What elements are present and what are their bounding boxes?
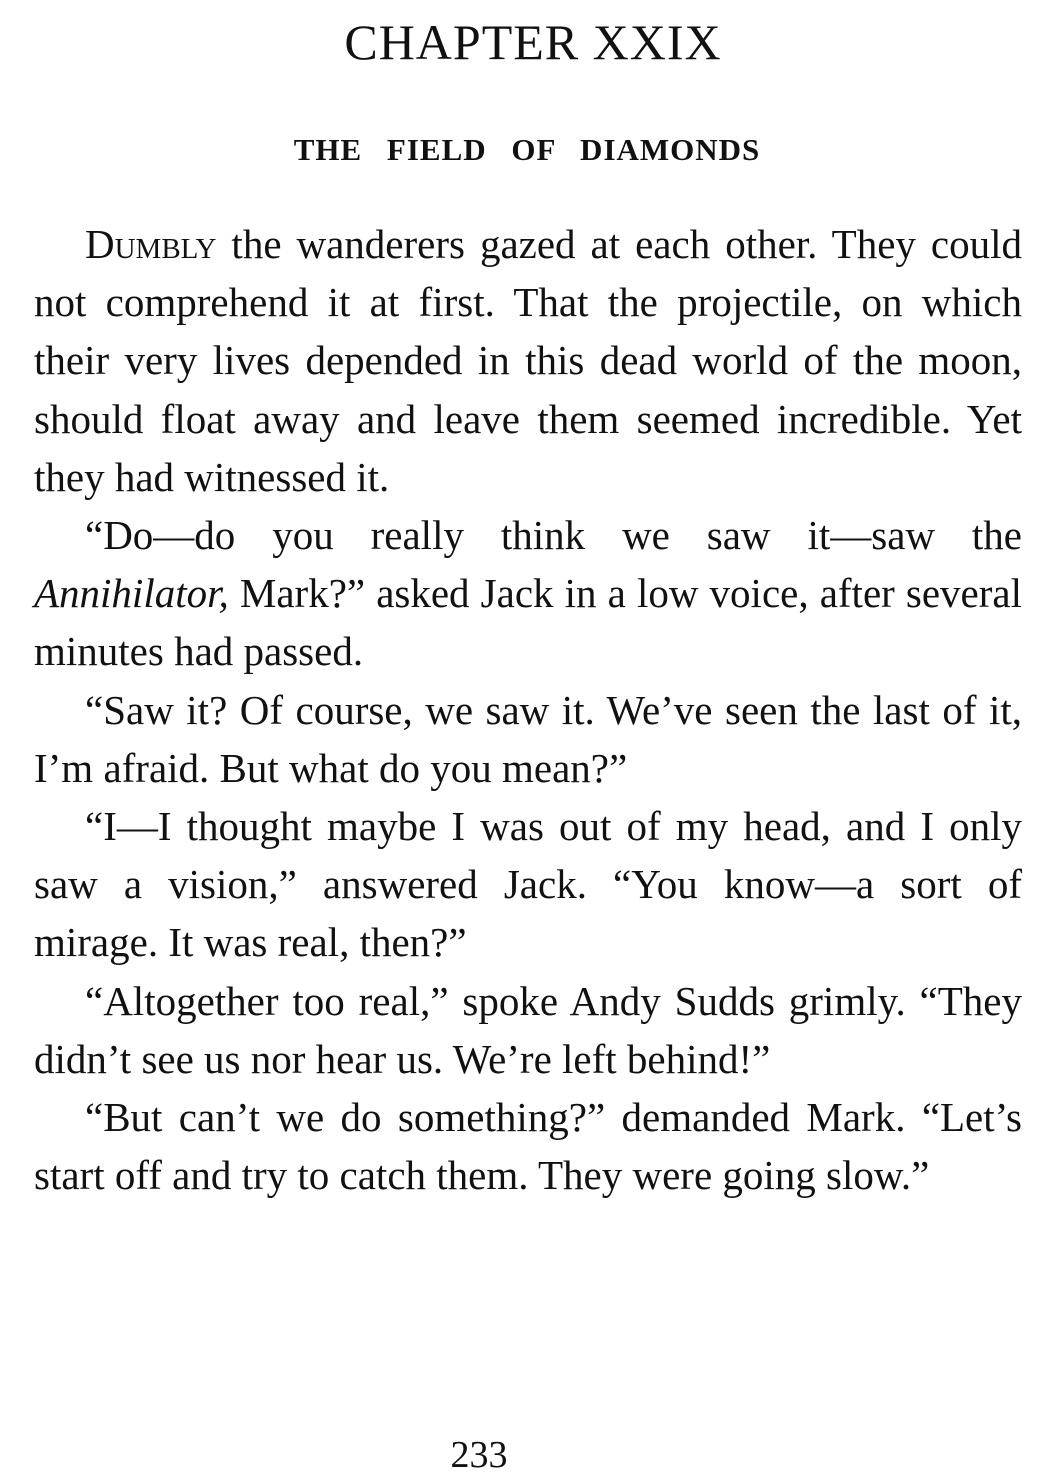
paragraph-4: “I—I thought maybe I was out of my head, and I only saw a vision,” answered Jack. “You know—a sort of mirage. It was real, then?”	[34, 803, 1022, 966]
paragraph-6: “But can’t we do something?” demanded Mark. “Let’s start off and try to catch them. They were going slow.”	[34, 1094, 1022, 1199]
paragraph-1-text: the wanderers gazed at each other. They could not comprehend it at first. That the projectile, on which their very lives depended in this dead world of the moon, should float away and leave them seemed incredible. Yet they had witnessed it.	[34, 221, 1022, 500]
paragraph-2-text-after: Mark?” asked Jack in a low voice, after several minutes had passed.	[34, 570, 1022, 675]
chapter-body	[34, 215, 1022, 1204]
paragraph-2-text-before: “Do—do you really think we saw it—saw the	[85, 512, 1022, 559]
paragraph-2	[34, 506, 1022, 681]
page-number: 233	[450, 1434, 508, 1476]
opening-word: Dumbly	[85, 221, 217, 267]
chapter-number: CHAPTER XXIX	[344, 14, 722, 70]
ship-name: Annihilator,	[34, 570, 229, 617]
paragraph-1	[34, 215, 1022, 506]
chapter-title: THE FIELD OF DIAMONDS	[293, 132, 761, 167]
paragraph-3: “Saw it? Of course, we saw it. We’ve seen the last of it, I’m afraid. But what do you mean?”	[34, 686, 1022, 791]
paragraph-5: “Altogether too real,” spoke Andy Sudds grimly. “They didn’t see us nor hear us. We’re left behind!”	[34, 977, 1022, 1082]
